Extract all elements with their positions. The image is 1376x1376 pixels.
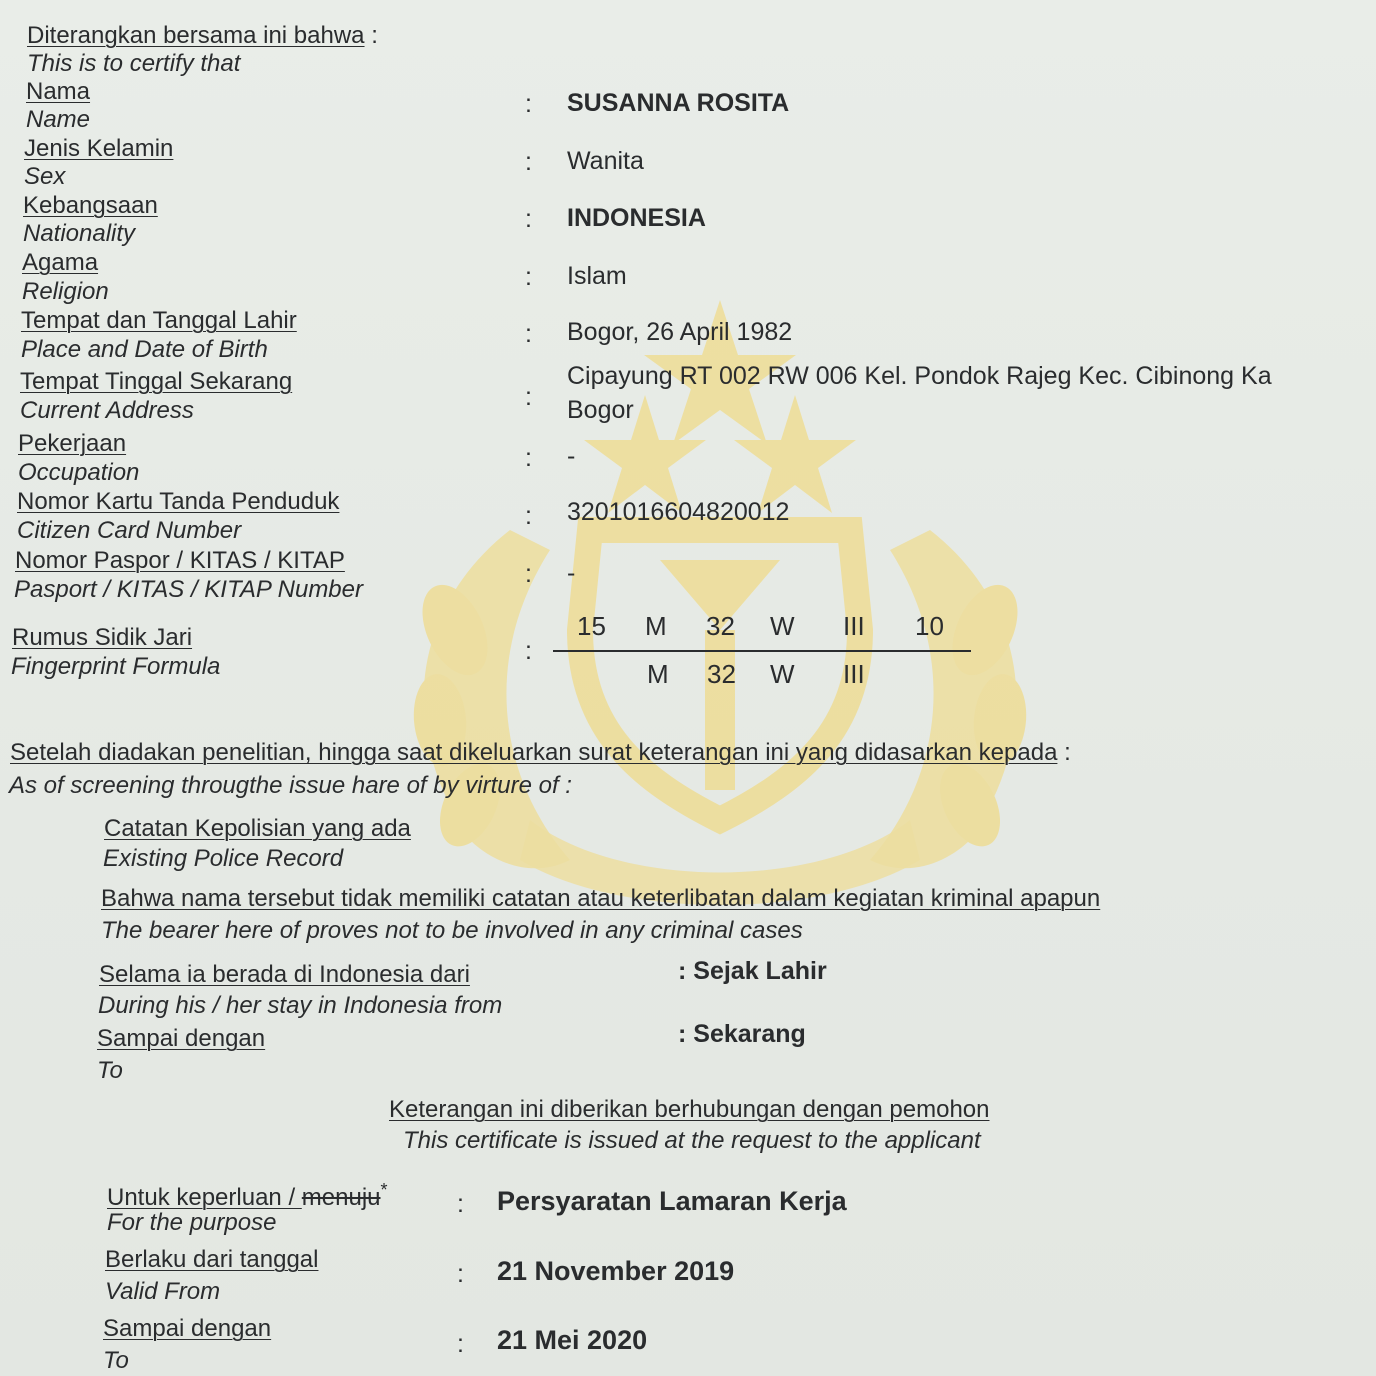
label-passport-en: Pasport / KITAS / KITAP Number — [14, 576, 363, 603]
fingerprint-divider — [553, 650, 971, 652]
value-occupation: - — [567, 442, 576, 470]
screening-id-text: Setelah diadakan penelitian, hingga saat dikeluarkan surat keterangan ini yang didasarkan kepada — [10, 739, 1058, 766]
label-jenis-kelamin: Jenis Kelamin — [24, 135, 174, 162]
stay-from-id: Selama ia berada di Indonesia dari — [99, 961, 470, 988]
stay-to-value: : Sekarang — [678, 1020, 806, 1048]
value-citizen-card: 3201016604820012 — [567, 498, 790, 526]
label-pekerjaan: Pekerjaan — [18, 430, 127, 457]
intro-colon: : — [371, 22, 378, 49]
fingerprint-bottom-4: III — [843, 659, 865, 689]
value-birth: Bogor, 26 April 1982 — [567, 318, 793, 346]
fingerprint-top-3: 32 — [706, 611, 735, 641]
colon: : — [457, 1260, 464, 1288]
value-sex: Wanita — [567, 147, 644, 175]
valid-from-id: Berlaku dari tanggal — [105, 1246, 319, 1273]
record-en: Existing Police Record — [103, 845, 344, 872]
police-emblem-watermark — [360, 300, 1080, 920]
value-nationality: INDONESIA — [567, 204, 706, 232]
colon: : — [525, 148, 532, 176]
purpose-value: Persyaratan Lamaran Kerja — [497, 1186, 847, 1216]
issued-en: This certificate is issued at the request to the applicant — [403, 1127, 981, 1154]
colon: : — [525, 205, 532, 233]
valid-from-value: 21 November 2019 — [497, 1256, 735, 1286]
label-nomor-paspor: Nomor Paspor / KITAS / KITAP — [15, 547, 345, 574]
valid-to-id: Sampai dengan — [103, 1315, 272, 1342]
intro-id — [27, 21, 378, 50]
stay-to-en: To — [97, 1057, 123, 1084]
value-religion: Islam — [567, 262, 627, 290]
fingerprint-bottom-1: M — [647, 659, 669, 689]
purpose-id-star: * — [380, 1180, 388, 1200]
record-id: Catatan Kepolisian yang ada — [104, 815, 411, 842]
colon: : — [525, 560, 532, 588]
colon: : — [525, 263, 532, 291]
colon: : — [457, 1190, 464, 1218]
label-tempat-tinggal: Tempat Tinggal Sekarang — [20, 368, 293, 395]
label-kebangsaan: Kebangsaan — [23, 192, 158, 219]
label-nationality-en: Nationality — [23, 220, 136, 247]
stay-from-value: : Sejak Lahir — [678, 957, 827, 985]
fingerprint-top-6: 10 — [915, 611, 944, 641]
issued-id: Keterangan ini diberikan berhubungan dengan pemohon — [389, 1096, 990, 1123]
statement-id: Bahwa nama tersebut tidak memiliki catatan atau keterlibatan dalam kegiatan kriminal apapun — [101, 885, 1101, 912]
label-nama: Nama — [26, 78, 91, 105]
label-nomor-ktp: Nomor Kartu Tanda Penduduk — [17, 488, 340, 515]
fingerprint-top-1: 15 — [577, 611, 606, 641]
colon: : — [525, 637, 532, 665]
statement-en: The bearer here of proves not to be involved in any criminal cases — [101, 917, 803, 944]
label-address-en: Current Address — [20, 397, 194, 424]
intro-id-text: Diterangkan bersama ini bahwa — [27, 22, 365, 49]
colon: : — [525, 320, 532, 348]
value-address-line1: Cipayung RT 002 RW 006 Kel. Pondok Rajeg Kec. Cibinong Ka — [567, 362, 1272, 390]
stay-to-id: Sampai dengan — [97, 1025, 266, 1052]
valid-to-value: 21 Mei 2020 — [497, 1325, 648, 1355]
purpose-id — [107, 1176, 388, 1212]
fingerprint-top-2: M — [645, 611, 667, 641]
label-fingerprint-en: Fingerprint Formula — [11, 653, 221, 680]
fingerprint-bottom-3: W — [770, 659, 795, 689]
value-passport: - — [567, 559, 576, 587]
label-tempat-tanggal-lahir: Tempat dan Tanggal Lahir — [21, 307, 297, 334]
label-religion-en: Religion — [22, 278, 109, 305]
screening-colon: : — [1064, 739, 1071, 766]
label-occupation-en: Occupation — [18, 459, 140, 486]
label-agama: Agama — [22, 249, 99, 276]
fingerprint-top-5: III — [843, 611, 865, 641]
colon: : — [525, 383, 532, 411]
colon: : — [525, 90, 532, 118]
value-name: SUSANNA ROSITA — [567, 89, 790, 117]
purpose-en: For the purpose — [107, 1209, 277, 1236]
fingerprint-top-4: W — [770, 611, 795, 641]
valid-from-en: Valid From — [105, 1278, 221, 1305]
screening-id — [10, 738, 1071, 767]
label-birth-en: Place and Date of Birth — [21, 336, 268, 363]
intro-en: This is to certify that — [27, 50, 241, 77]
label-sex-en: Sex — [24, 163, 66, 190]
label-citizen-card-en: Citizen Card Number — [17, 517, 242, 544]
stay-from-en: During his / her stay in Indonesia from — [98, 992, 503, 1019]
purpose-id-text: Untuk keperluan / — [107, 1184, 302, 1211]
colon: : — [525, 502, 532, 530]
value-address-line2: Bogor — [567, 396, 634, 424]
purpose-id-strike: menuju — [301, 1184, 381, 1211]
fingerprint-bottom-2: 32 — [707, 659, 736, 689]
colon: : — [457, 1330, 464, 1358]
label-name-en: Name — [26, 106, 91, 133]
colon: : — [525, 444, 532, 472]
valid-to-en: To — [103, 1347, 129, 1374]
screening-en: As of screening througthe issue hare of by virture of : — [9, 772, 572, 799]
label-rumus-sidik-jari: Rumus Sidik Jari — [12, 624, 193, 651]
